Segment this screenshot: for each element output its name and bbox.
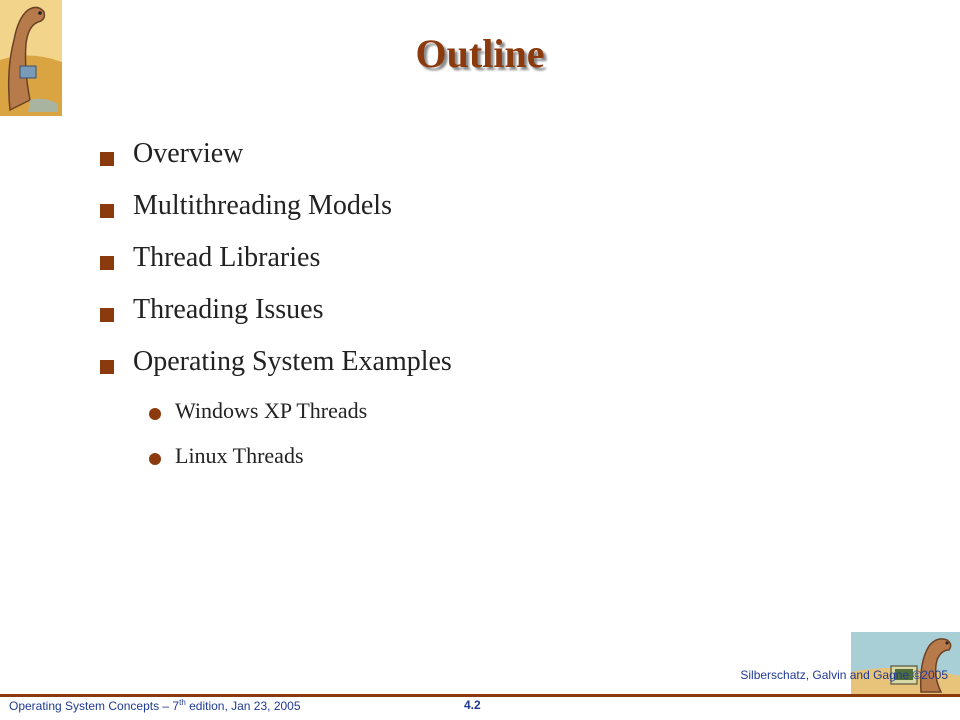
square-bullet-icon <box>100 360 114 374</box>
page-number: 4.2 <box>464 698 481 712</box>
bullet-text: Threading Issues <box>133 294 324 325</box>
slide-title: Outline <box>415 31 545 76</box>
square-bullet-icon <box>100 152 114 166</box>
bullet-text: Thread Libraries <box>133 242 321 273</box>
dinosaur-illustration-bottom <box>851 632 960 694</box>
round-bullet-icon <box>149 453 161 465</box>
square-bullet-icon <box>100 256 114 270</box>
footer-divider <box>0 694 960 697</box>
bullet-text: Operating System Examples <box>133 346 452 377</box>
sub-bullet-text: Linux Threads <box>175 443 304 468</box>
footer-copyright: Silberschatz, Galvin and Gagne ©2005 <box>740 668 948 682</box>
footer-edition-text: edition, Jan 23, 2005 <box>185 699 301 713</box>
bullet-text: Overview <box>133 138 244 169</box>
footer-course-text: Operating System Concepts – 7 <box>9 699 180 713</box>
footer-edition-superscript: th <box>179 698 186 707</box>
square-bullet-icon <box>100 308 114 322</box>
bullet-text: Multithreading Models <box>133 190 392 221</box>
footer-course-info <box>9 698 301 713</box>
square-bullet-icon <box>100 204 114 218</box>
round-bullet-icon <box>149 408 161 420</box>
sub-bullet-text: Windows XP Threads <box>175 398 368 423</box>
